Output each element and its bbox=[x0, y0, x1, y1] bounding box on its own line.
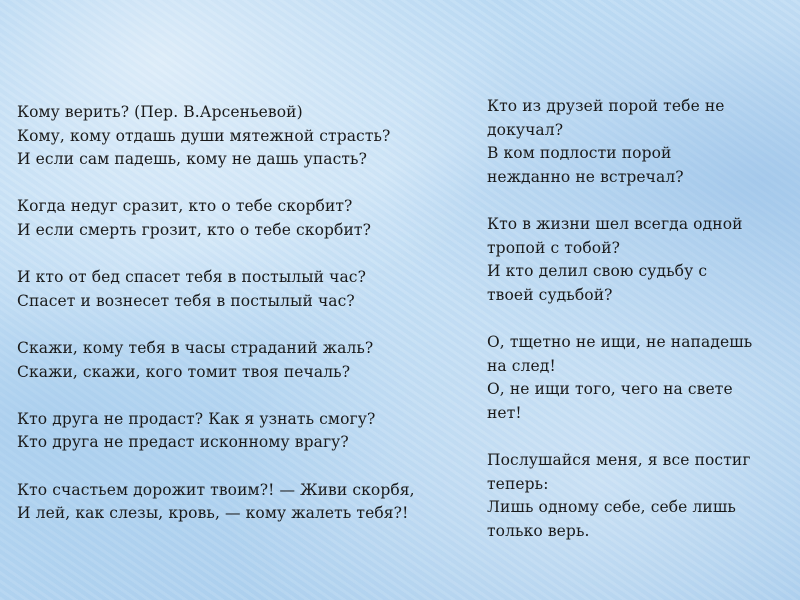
poem-line: Кто счастьем дорожит твоим?! — Живи скорбя, bbox=[17, 480, 415, 499]
poem-line: Кто из друзей порой тебе не bbox=[487, 97, 725, 115]
stanza bbox=[17, 195, 467, 242]
poem-line: Кто друга не предаст исконному врагу? bbox=[17, 433, 349, 452]
poem-line: тропой с тобой? bbox=[487, 238, 621, 257]
poem-line: И лей, как слезы, кровь, — кому жалеть тебя?! bbox=[17, 504, 409, 523]
poem-left-column bbox=[17, 101, 467, 526]
stanza bbox=[487, 95, 787, 189]
poem-line: Лишь одному себе, себе лишь bbox=[487, 498, 736, 517]
poem-right-column bbox=[487, 95, 787, 543]
poem-line: Спасет и вознесет тебя в постылый час? bbox=[17, 291, 355, 310]
poem-line: О, не ищи того, чего на свете bbox=[487, 380, 733, 399]
poem-line: Кто в жизни шел всегда одной bbox=[487, 214, 743, 233]
stanza bbox=[487, 213, 787, 307]
stanza bbox=[17, 266, 467, 313]
poem-line: нет! bbox=[487, 403, 522, 422]
poem-line: на след! bbox=[487, 356, 556, 375]
poem-line: Кто друга не продаст? Как я узнать смогу? bbox=[17, 409, 376, 428]
poem-line: нежданно не встречал? bbox=[487, 167, 684, 186]
poem-line: Кому, кому отдашь души мятежной страсть? bbox=[17, 126, 391, 145]
poem-line: только верь. bbox=[487, 521, 590, 540]
poem-title-line: Кому верить? (Пер. В.Арсеньевой) bbox=[17, 103, 303, 121]
poem-line: И кто делил свою судьбу с bbox=[487, 262, 708, 281]
poem-line: твоей судьбой? bbox=[487, 285, 613, 304]
poem-line: Скажи, кому тебя в часы страданий жаль? bbox=[17, 338, 374, 357]
poem-line: О, тщетно не ищи, не нападешь bbox=[487, 332, 753, 351]
poem-line: И кто от бед спасет тебя в постылый час? bbox=[17, 268, 366, 287]
stanza bbox=[17, 408, 467, 455]
stanza bbox=[17, 479, 467, 526]
poem-line: Послушайся меня, я все постиг bbox=[487, 450, 751, 469]
poem-line: И если смерть грозит, кто о тебе скорбит? bbox=[17, 220, 371, 239]
poem-line: И если сам падешь, кому не дашь упасть? bbox=[17, 150, 368, 169]
poem-line: Когда недуг сразит, кто о тебе скорбит? bbox=[17, 197, 353, 216]
stanza bbox=[487, 331, 787, 425]
poem-line: Скажи, скажи, кого томит твоя печаль? bbox=[17, 362, 351, 381]
poem-line: докучал? bbox=[487, 120, 564, 139]
stanza bbox=[487, 449, 787, 543]
poem-line: теперь: bbox=[487, 474, 549, 493]
stanza bbox=[17, 337, 467, 384]
poem-line: В ком подлости порой bbox=[487, 144, 672, 163]
stanza bbox=[17, 101, 467, 172]
